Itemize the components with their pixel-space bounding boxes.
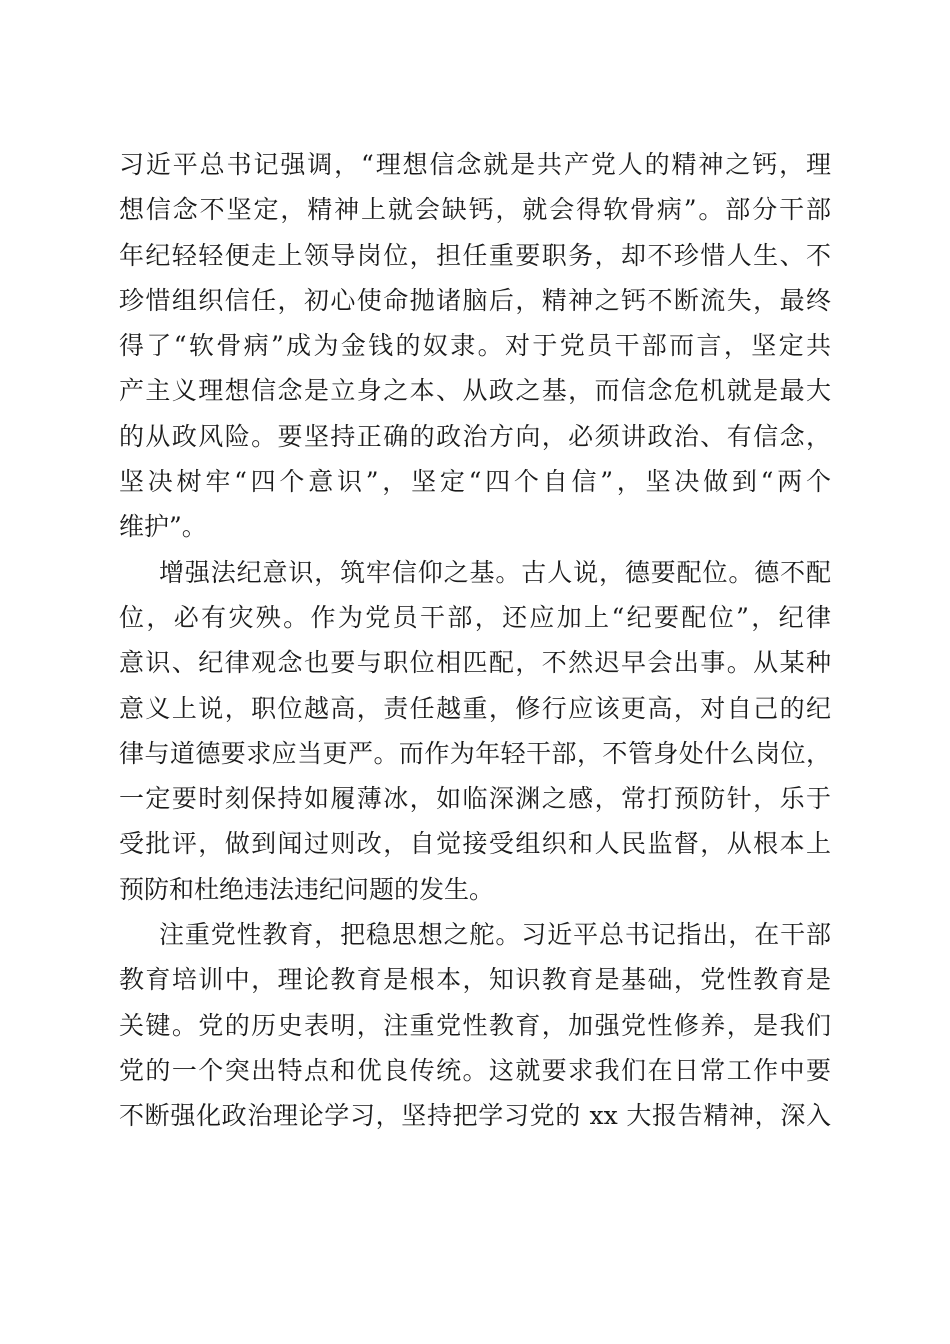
text-line: 关键。党的历史表明，注重党性教育，加强党性修养，是我们 bbox=[119, 1010, 831, 1040]
text-line: 坚决树牢“四个意识”，坚定“四个自信”，坚决做到“两个 bbox=[119, 467, 831, 497]
text-line: 不断强化政治理论学习，坚持把学习党的 xx 大报告精神，深入 bbox=[119, 1101, 831, 1131]
text-line: 产主义理想信念是立身之本、从政之基，而信念危机就是最大 bbox=[119, 376, 831, 406]
paragraph-1 bbox=[119, 142, 831, 550]
text-line: 增强法纪意识，筑牢信仰之基。古人说，德要配位。德不配 bbox=[159, 557, 831, 587]
text-line: 习近平总书记强调，“理想信念就是共产党人的精神之钙，理 bbox=[119, 150, 831, 179]
text-line: 位，必有灾殃。作为党员干部，还应加上“纪要配位”，纪律 bbox=[119, 602, 831, 632]
text-line: 珍惜组织信任，初心使命抛诸脑后，精神之钙不断流失，最终 bbox=[119, 285, 831, 315]
text-line: 预防和杜绝违法违纪问题的发生。 bbox=[119, 874, 495, 904]
text-line: 律与道德要求应当更严。而作为年轻干部，不管身处什么岗位， bbox=[119, 738, 831, 768]
text-line: 受批评，做到闻过则改，自觉接受组织和人民监督，从根本上 bbox=[119, 829, 831, 859]
paragraph-2 bbox=[119, 550, 831, 912]
text-line: 维护”。 bbox=[119, 512, 207, 542]
text-line: 一定要时刻保持如履薄冰，如临深渊之感，常打预防针，乐于 bbox=[119, 784, 831, 814]
text-line: 意义上说，职位越高，责任越重，修行应该更高，对自己的纪 bbox=[119, 693, 831, 723]
text-line: 注重党性教育，把稳思想之舵。习近平总书记指出，在干部 bbox=[159, 920, 831, 950]
text-line: 意识、纪律观念也要与职位相匹配，不然迟早会出事。从某种 bbox=[119, 648, 831, 678]
text-line: 教育培训中，理论教育是根本，知识教育是基础，党性教育是 bbox=[119, 965, 831, 995]
text-line: 党的一个突出特点和优良传统。这就要求我们在日常工作中要 bbox=[119, 1055, 831, 1085]
text-line: 得了“软骨病”成为金钱的奴隶。对于党员干部而言，坚定共 bbox=[119, 331, 831, 361]
text-line: 想信念不坚定，精神上就会缺钙，就会得软骨病”。部分干部 bbox=[119, 195, 831, 225]
text-line: 年纪轻轻便走上领导岗位，担任重要职务，却不珍惜人生、不 bbox=[119, 240, 831, 270]
body-text bbox=[119, 142, 831, 1139]
text-line: 的从政风险。要坚持正确的政治方向，必须讲政治、有信念， bbox=[119, 421, 831, 451]
paragraph-3 bbox=[119, 912, 831, 1138]
